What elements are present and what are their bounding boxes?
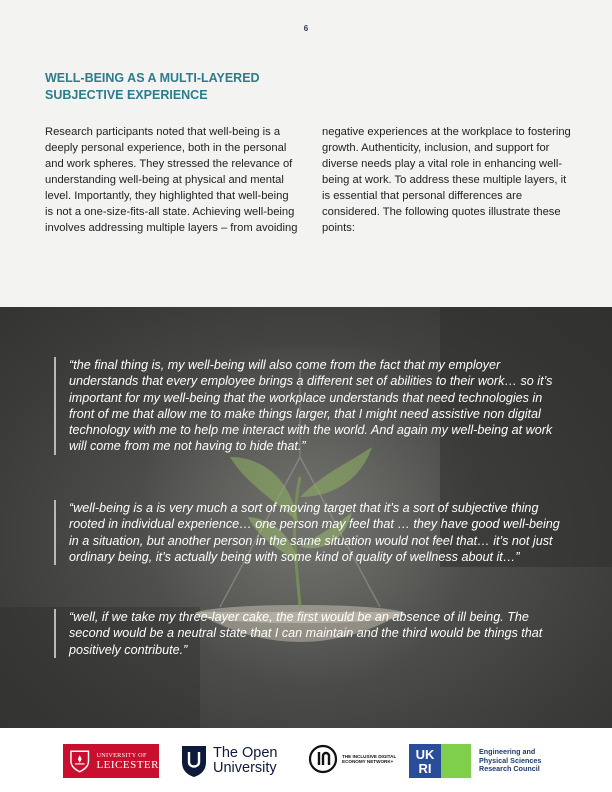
open-university-line-1: The Open [213,745,278,761]
idenet-logo-text: THE INCLUSIVE DIGITAL ECONOMY NETWORK+ [342,753,397,764]
ukri-epsrc-logo [409,744,559,778]
section-heading: WELL-BEING AS A MULTI-LAYERED SUBJECTIVE EXPERIENCE [45,71,260,102]
open-university-line-2: University [213,760,277,776]
quote-panel [0,307,612,728]
epsrc-line-3: Research Council [479,764,540,774]
quote-2: “well-being is a is very much a sort of moving target that it’s a sort of subjective thing rooted in individual experience… one person may feel that … they have good well-being in a situation, but another person in the same situation would not feel that… it’s not just ordinary being, it’s actually being with some kind of quality of wellness about it…” [54,500,569,565]
epsrc-line-2: Physical Sciences [479,755,542,765]
svg-text:RI: RI [418,761,432,776]
body-paragraph: Research participants noted that well-being is a deeply personal experience, both in the personal and work spheres. They stressed the relevance of understanding well-being at physical and mental level. Importantly, they highlighted that well-being is not a one-size-fits-all state. Achieving well-being involves addressing multiple layers – from avoiding negative experiences at the workplace to fostering growth. Authenticity, inclusion, and support for diverse needs play a vital role in enhancing well-being at work. To address these multiple layers, it is essential that personal differences are considered. The following quotes illustrate these points: [45,126,571,234]
quote-3: “well, if we take my three-layer cake, the first would be an absence of ill being. The second would be a neutral state that I can maintain and the third would be things that positively contribute.” [54,609,569,658]
university-of-leicester-logo [63,744,159,778]
leicester-logo-line-1: UNIVERSITY OF [96,751,147,759]
inclusive-digital-economy-network-logo [308,744,400,774]
idenet-mark-icon [308,744,338,774]
leicester-logo-line-2: LEICESTER [96,758,159,771]
open-university-logo [180,744,278,778]
ukri-mark [409,744,471,778]
logo-footer [0,728,612,792]
body-text-columns [45,124,575,292]
epsrc-line-1: Engineering and [479,747,536,757]
leicester-crest-icon [69,749,90,773]
page-number: 6 [303,24,309,33]
quote-1: “the final thing is, my well-being will also come from the fact that my employer understands that every employee brings a different set of abilities to their work… so it’s important for my well-being that the workplace understands that need technologies in front of me that allow me to make things larger, that I might need assistive non digital technology with me to help me interact with the world. And again my well-being at work will come from me not having to hide that.” [54,357,569,455]
open-university-shield-icon [180,744,208,778]
svg-text:UK: UK [415,747,435,762]
